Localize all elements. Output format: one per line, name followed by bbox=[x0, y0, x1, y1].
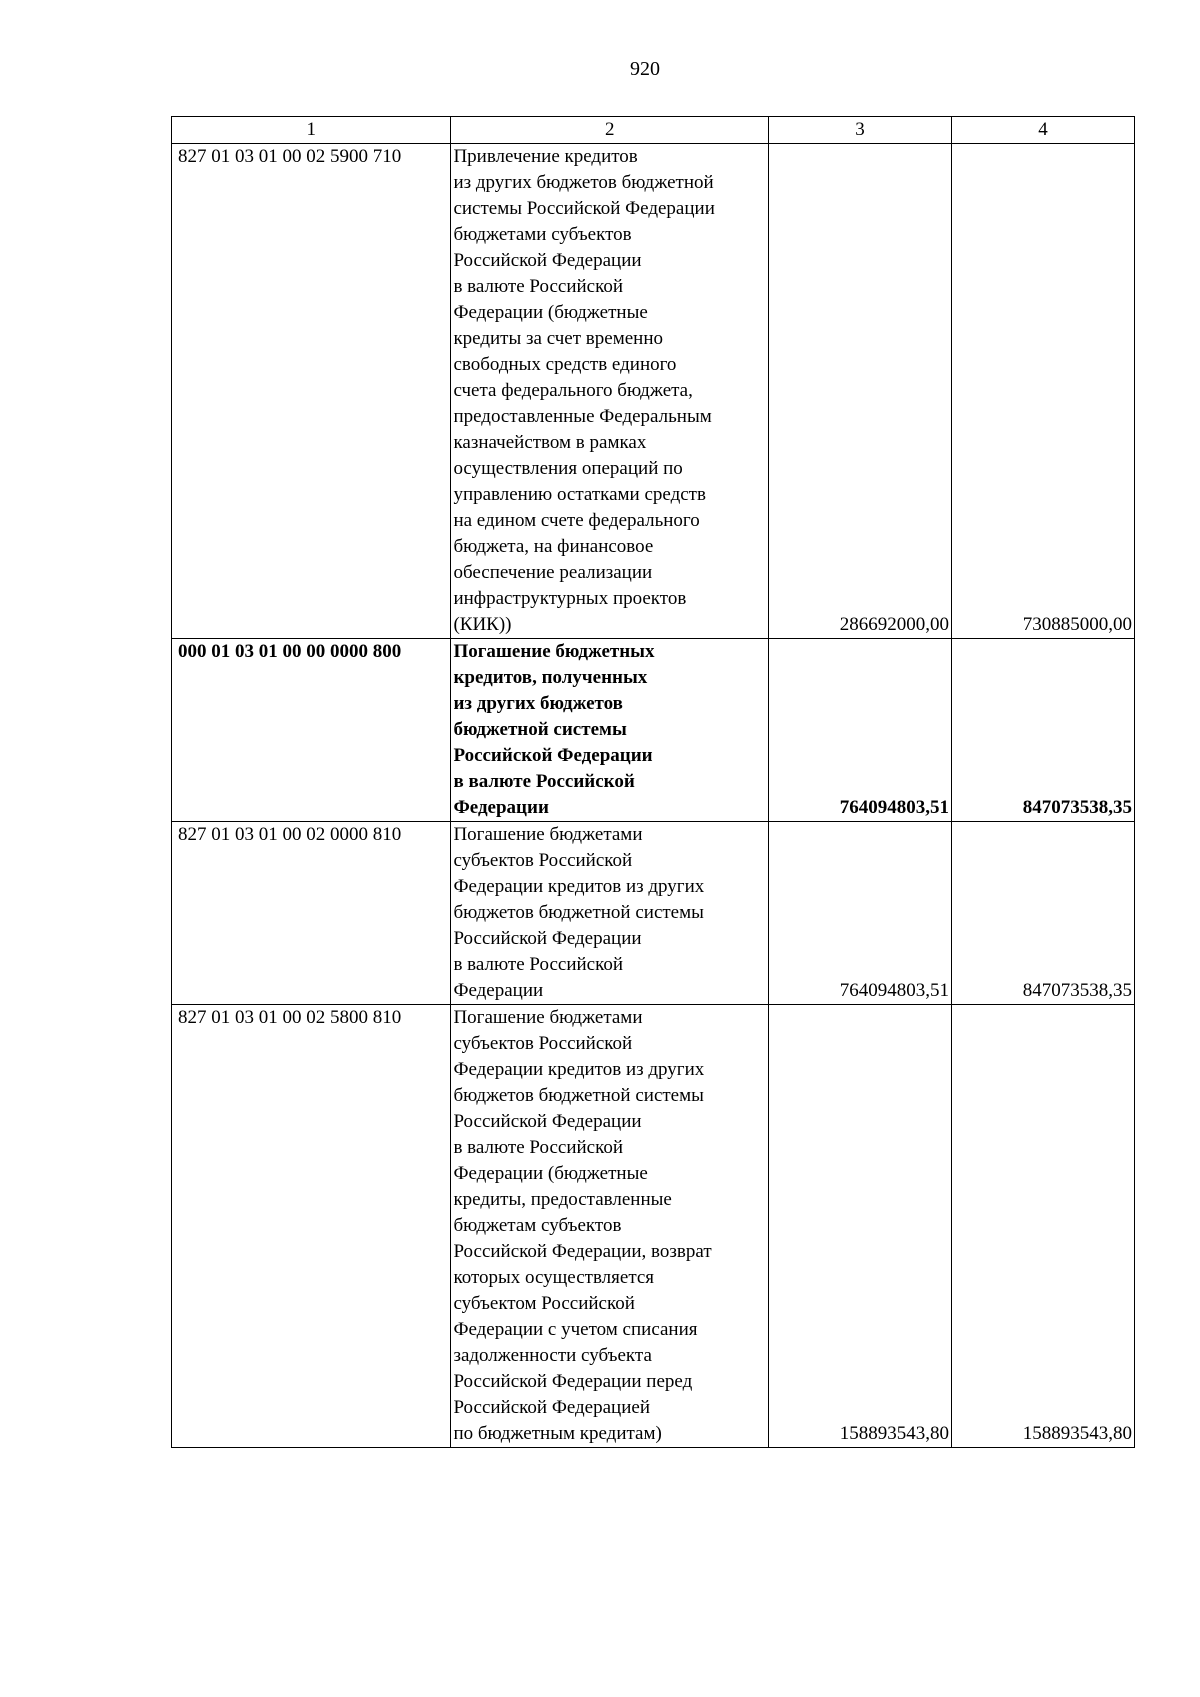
description-line: кредиты за счет временно bbox=[453, 328, 663, 349]
description-line: Российской Федерации bbox=[453, 250, 642, 271]
table-body bbox=[172, 144, 1135, 1448]
description-line: бюджетной системы bbox=[453, 719, 627, 740]
description-line: бюджетами субъектов bbox=[453, 224, 632, 245]
budget-code-cell: 827 01 03 01 00 02 0000 810 bbox=[172, 822, 451, 1005]
description-line: из других бюджетов бюджетной bbox=[453, 172, 714, 193]
description-line: Российской Федерации bbox=[453, 745, 653, 766]
column-header-1: 1 bbox=[172, 117, 451, 144]
description-line: на едином счете федерального bbox=[453, 510, 700, 531]
description-line: бюджетам субъектов bbox=[453, 1215, 622, 1236]
budget-code-cell: 827 01 03 01 00 02 5800 810 bbox=[172, 1005, 451, 1448]
description-line: Федерации (бюджетные bbox=[453, 302, 648, 323]
description-line: предоставленные Федеральным bbox=[453, 406, 712, 427]
description-line: Российской Федерации перед bbox=[453, 1371, 693, 1392]
description-line: бюджетов бюджетной системы bbox=[453, 1085, 704, 1106]
description-line: Федерации кредитов из других bbox=[453, 876, 705, 897]
description-line: казначейством в рамках bbox=[453, 432, 647, 453]
description-line: которых осуществляется bbox=[453, 1267, 655, 1288]
amount-column-3-cell: 764094803,51 bbox=[769, 822, 952, 1005]
description-line: субъектом Российской bbox=[453, 1293, 635, 1314]
table-header-row bbox=[172, 117, 1135, 144]
description-line: (КИК)) bbox=[453, 614, 512, 635]
description-line: бюджета, на финансовое bbox=[453, 536, 654, 557]
description-line: Федерации кредитов из других bbox=[453, 1059, 705, 1080]
description-line: счета федерального бюджета, bbox=[453, 380, 693, 401]
column-header-3: 3 bbox=[769, 117, 952, 144]
description-line: Федерации bbox=[453, 980, 544, 1001]
amount-column-4-cell: 158893543,80 bbox=[952, 1005, 1135, 1448]
description-cell bbox=[451, 1005, 769, 1448]
description-line: инфраструктурных проектов bbox=[453, 588, 687, 609]
description-line: задолженности субъекта bbox=[453, 1345, 652, 1366]
page-number: 920 bbox=[630, 58, 660, 80]
description-line: свободных средств единого bbox=[453, 354, 677, 375]
amount-column-4-cell: 847073538,35 bbox=[952, 822, 1135, 1005]
description-cell bbox=[451, 639, 769, 822]
description-line: в валюте Российской bbox=[453, 954, 624, 975]
amount-column-3-cell: 286692000,00 bbox=[769, 144, 952, 639]
description-line: субъектов Российской bbox=[453, 1033, 633, 1054]
table-row bbox=[172, 822, 1135, 1005]
description-line: Российской Федерации bbox=[453, 1111, 642, 1132]
description-line: в валюте Российской bbox=[453, 771, 635, 792]
description-line: в валюте Российской bbox=[453, 276, 624, 297]
description-line: субъектов Российской bbox=[453, 850, 633, 871]
budget-code-cell: 827 01 03 01 00 02 5900 710 bbox=[172, 144, 451, 639]
amount-column-3-cell: 158893543,80 bbox=[769, 1005, 952, 1448]
description-line: Привлечение кредитов bbox=[453, 146, 638, 167]
table-row bbox=[172, 144, 1135, 639]
description-line: системы Российской Федерации bbox=[453, 198, 715, 219]
description-line: Федерации (бюджетные bbox=[453, 1163, 648, 1184]
budget-code-cell: 000 01 03 01 00 00 0000 800 bbox=[172, 639, 451, 822]
description-line: кредитов, полученных bbox=[453, 667, 648, 688]
description-line: Федерации bbox=[453, 797, 549, 818]
description-line: Погашение бюджетами bbox=[453, 824, 643, 845]
amount-column-4-cell: 847073538,35 bbox=[952, 639, 1135, 822]
column-header-4: 4 bbox=[952, 117, 1135, 144]
column-header-2: 2 bbox=[451, 117, 769, 144]
description-line: в валюте Российской bbox=[453, 1137, 624, 1158]
description-line: обеспечение реализации bbox=[453, 562, 653, 583]
description-cell bbox=[451, 822, 769, 1005]
description-line: Федерации с учетом списания bbox=[453, 1319, 698, 1340]
description-line: Погашение бюджетных bbox=[453, 641, 655, 662]
description-line: Российской Федерацией bbox=[453, 1397, 650, 1418]
table-row bbox=[172, 1005, 1135, 1448]
description-line: из других бюджетов bbox=[453, 693, 623, 714]
budget-sources-table bbox=[171, 116, 1135, 1448]
description-line: управлению остатками средств bbox=[453, 484, 706, 505]
description-line: по бюджетным кредитам) bbox=[453, 1423, 662, 1444]
description-line: Погашение бюджетами bbox=[453, 1007, 643, 1028]
description-line: Российской Федерации, возврат bbox=[453, 1241, 712, 1262]
description-line: Российской Федерации bbox=[453, 928, 642, 949]
amount-column-4-cell: 730885000,00 bbox=[952, 144, 1135, 639]
description-line: бюджетов бюджетной системы bbox=[453, 902, 704, 923]
amount-column-3-cell: 764094803,51 bbox=[769, 639, 952, 822]
description-line: осуществления операций по bbox=[453, 458, 683, 479]
description-cell bbox=[451, 144, 769, 639]
description-line: кредиты, предоставленные bbox=[453, 1189, 672, 1210]
table-row bbox=[172, 639, 1135, 822]
